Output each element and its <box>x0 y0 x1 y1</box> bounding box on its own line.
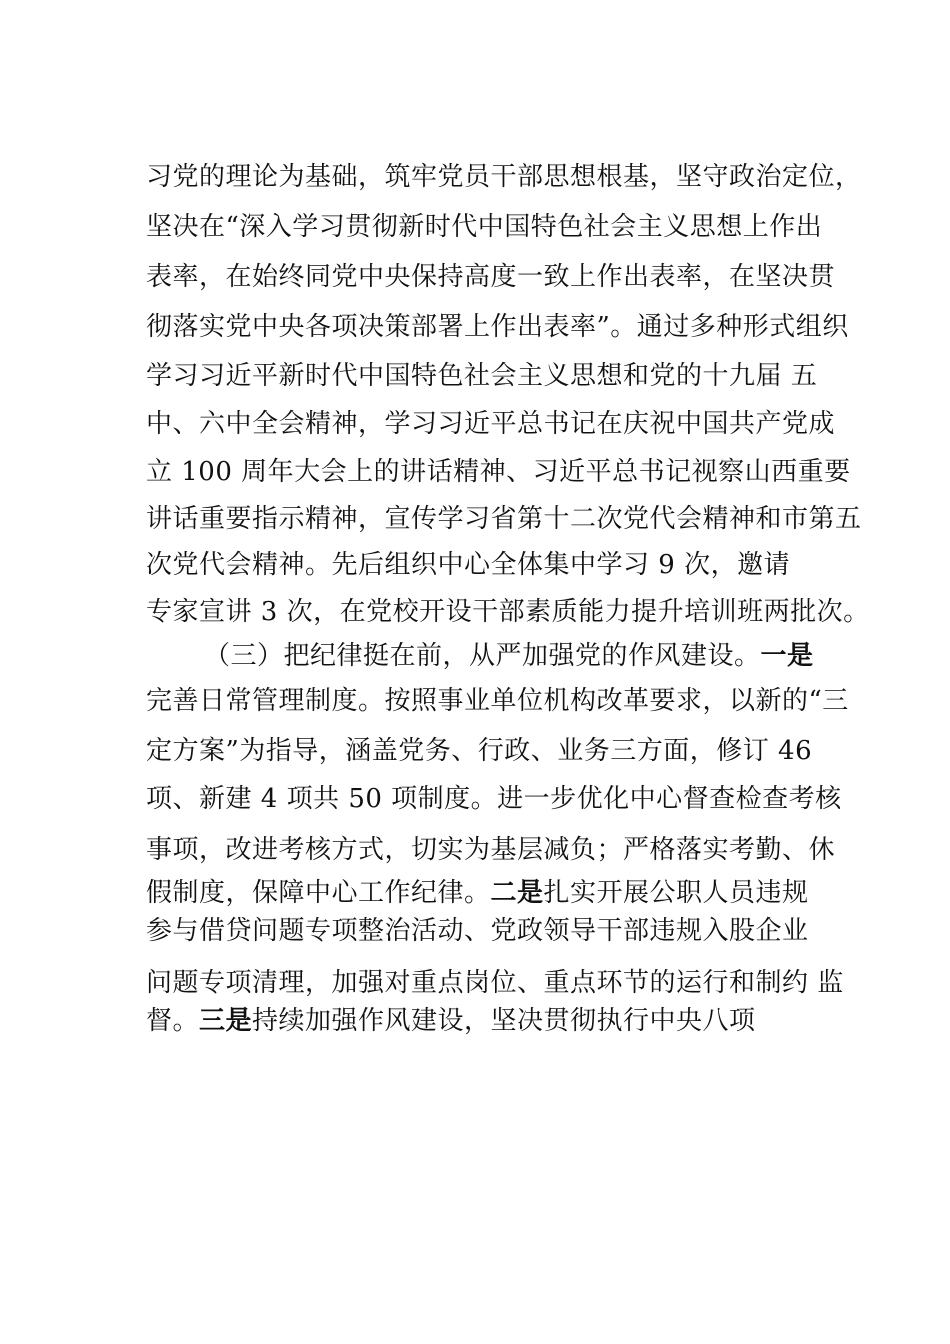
text-line-17: 参与借贷问题专项整治活动、党政领导干部违规入股企业 <box>146 916 809 946</box>
text-line-16 <box>146 876 809 910</box>
text-line-3: 表率，在始终同党中央保持高度一致上作出表率，在坚决贯 <box>146 262 836 292</box>
text-line-19-start: 督。 <box>146 1006 200 1036</box>
keyword-third: 三是 <box>199 1006 253 1036</box>
text-line-12: 完善日常管理制度。按照事业单位机构改革要求，以新的“三 <box>146 686 849 716</box>
text-line-2: 坚决在“深入学习贯彻新时代中国特色社会主义思想上作出 <box>146 212 823 242</box>
text-line-14: 项、新建 4 项共 50 项制度。进一步优化中心督查检查考核 <box>146 784 842 814</box>
text-line-7: 立 100 周年大会上的讲话精神、习近平总书记视察山西重要 <box>146 457 851 487</box>
text-line-9: 次党代会精神。先后组织中心全体集中学习 9 次，邀请 <box>146 550 791 580</box>
text-line-19 <box>146 1004 756 1038</box>
text-line-13: 定方案”为指导，涵盖党务、行政、业务三方面，修订 46 <box>146 736 813 766</box>
text-line-6: 中、六中全会精神，学习习近平总书记在庆祝中国共产党成 <box>146 409 836 439</box>
keyword-first: 一是 <box>760 641 814 671</box>
text-line-10: 专家宣讲 3 次，在党校开设干部素质能力提升培训班两批次。 <box>146 597 870 627</box>
text-line-8: 讲话重要指示精神，宣传学习省第十二次党代会精神和市第五 <box>146 504 862 534</box>
section-heading-line <box>204 639 814 673</box>
text-line-16-start: 假制度，保障中心工作纪律。 <box>146 878 491 908</box>
text-line-1: 习党的理论为基础，筑牢党员干部思想根基，坚守政治定位， <box>146 162 862 192</box>
section-heading: （三）把纪律挺在前，从严加强党的作风建设。 <box>204 641 761 671</box>
text-line-4: 彻落实党中央各项决策部署上作出表率”。通过多种形式组织 <box>146 312 849 342</box>
text-line-19-end: 持续加强作风建设，坚决贯彻执行中央八项 <box>252 1006 756 1036</box>
keyword-second: 二是 <box>490 878 544 908</box>
text-line-18: 问题专项清理，加强对重点岗位、重点环节的运行和制约 监 <box>146 968 844 998</box>
text-line-5: 学习习近平新时代中国特色社会主义思想和党的十九届 五 <box>146 361 818 391</box>
text-line-16-end: 扎实开展公职人员违规 <box>543 878 809 908</box>
text-line-15: 事项，改进考核方式，切实为基层减负；严格落实考勤、休 <box>146 835 836 865</box>
